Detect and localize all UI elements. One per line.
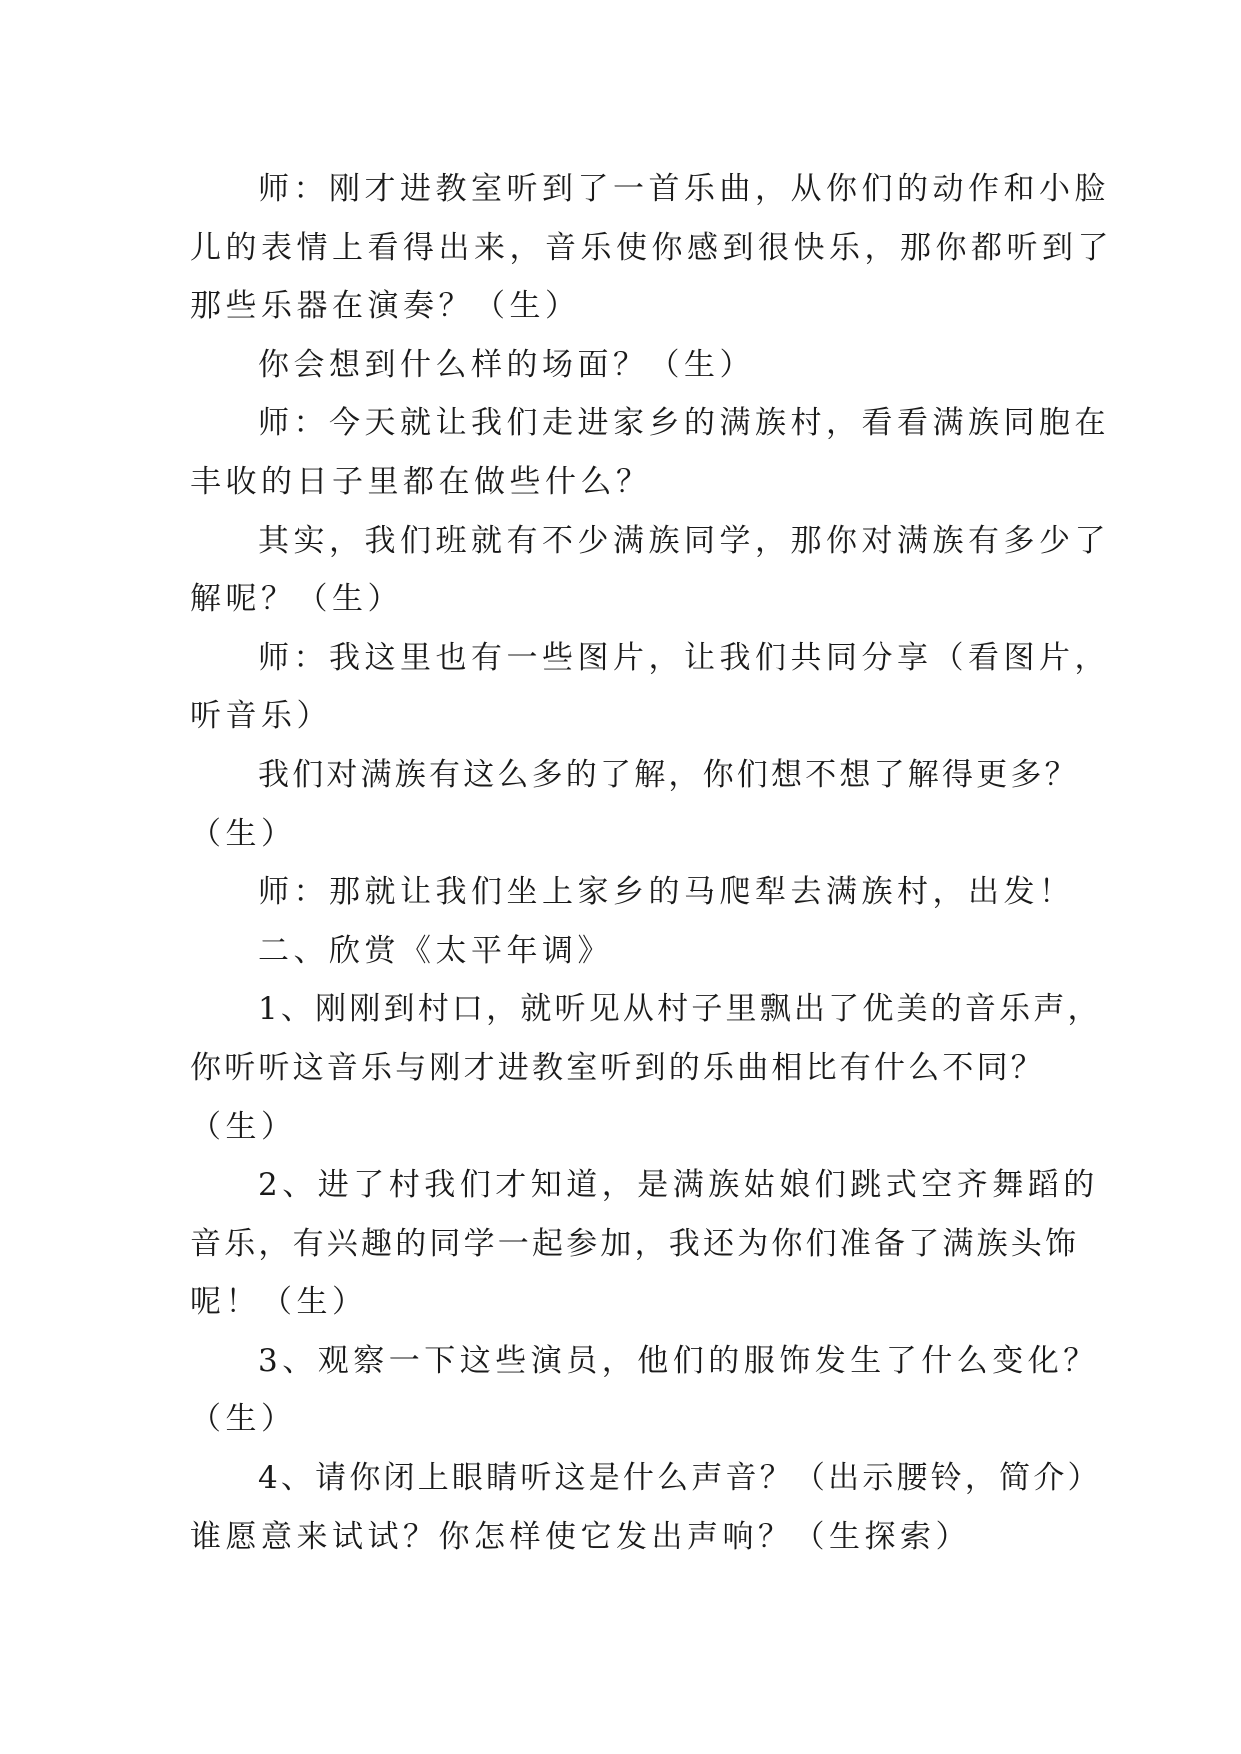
paragraph-line: 听音乐） xyxy=(190,698,332,735)
paragraph-line: 谁愿意来试试？你怎样使它发出声响？（生探索） xyxy=(190,1518,971,1555)
paragraph-line: 我们对满族有这么多的了解，你们想不想了解得更多？ xyxy=(258,756,1079,793)
paragraph-line: 解呢？（生） xyxy=(190,581,403,618)
paragraph-line: 其实，我们班就有不少满族同学，那你对满族有多少了 xyxy=(258,522,1110,559)
paragraph-line: （生） xyxy=(190,1401,297,1438)
paragraph-line: 师：今天就让我们走进家乡的满族村，看看满族同胞在 xyxy=(258,405,1110,442)
paragraph-line: 呢！（生） xyxy=(190,1284,368,1321)
paragraph-line: （生） xyxy=(190,1108,297,1145)
paragraph-line: 4、请你闭上眼睛听这是什么声音？（出示腰铃，简介） xyxy=(258,1460,1102,1497)
paragraph-line: 你听听这音乐与刚才进教室听到的乐曲相比有什么不同？ xyxy=(190,1049,1045,1086)
paragraph-line: （生） xyxy=(190,815,297,852)
paragraph-line: 师：那就让我们坐上家乡的马爬犁去满族村，出发！ xyxy=(258,874,1075,911)
section-heading: 二、欣赏《太平年调》 xyxy=(258,932,613,969)
paragraph-line: 师：我这里也有一些图片，让我们共同分享（看图片， xyxy=(258,639,1110,676)
paragraph-line: 那些乐器在演奏？（生） xyxy=(190,288,581,325)
paragraph-line: 3、观察一下这些演员，他们的服饰发生了什么变化？ xyxy=(258,1342,1099,1379)
paragraph-line: 2、进了村我们才知道，是满族姑娘们跳式空齐舞蹈的 xyxy=(258,1167,1099,1204)
paragraph-line: 儿的表情上看得出来，音乐使你感到很快乐，那你都听到了 xyxy=(190,229,1113,266)
document-body xyxy=(190,160,1113,1566)
paragraph-line: 1、刚刚到村口，就听见从村子里飘出了优美的音乐声， xyxy=(258,991,1102,1028)
paragraph-line: 丰收的日子里都在做些什么？ xyxy=(190,463,652,500)
paragraph-line: 你会想到什么样的场面？（生） xyxy=(258,346,755,383)
paragraph-line: 音乐，有兴趣的同学一起参加，我还为你们准备了满族头饰 xyxy=(190,1225,1080,1262)
paragraph-line: 师：刚才进教室听到了一首乐曲，从你们的动作和小脸 xyxy=(258,171,1110,207)
